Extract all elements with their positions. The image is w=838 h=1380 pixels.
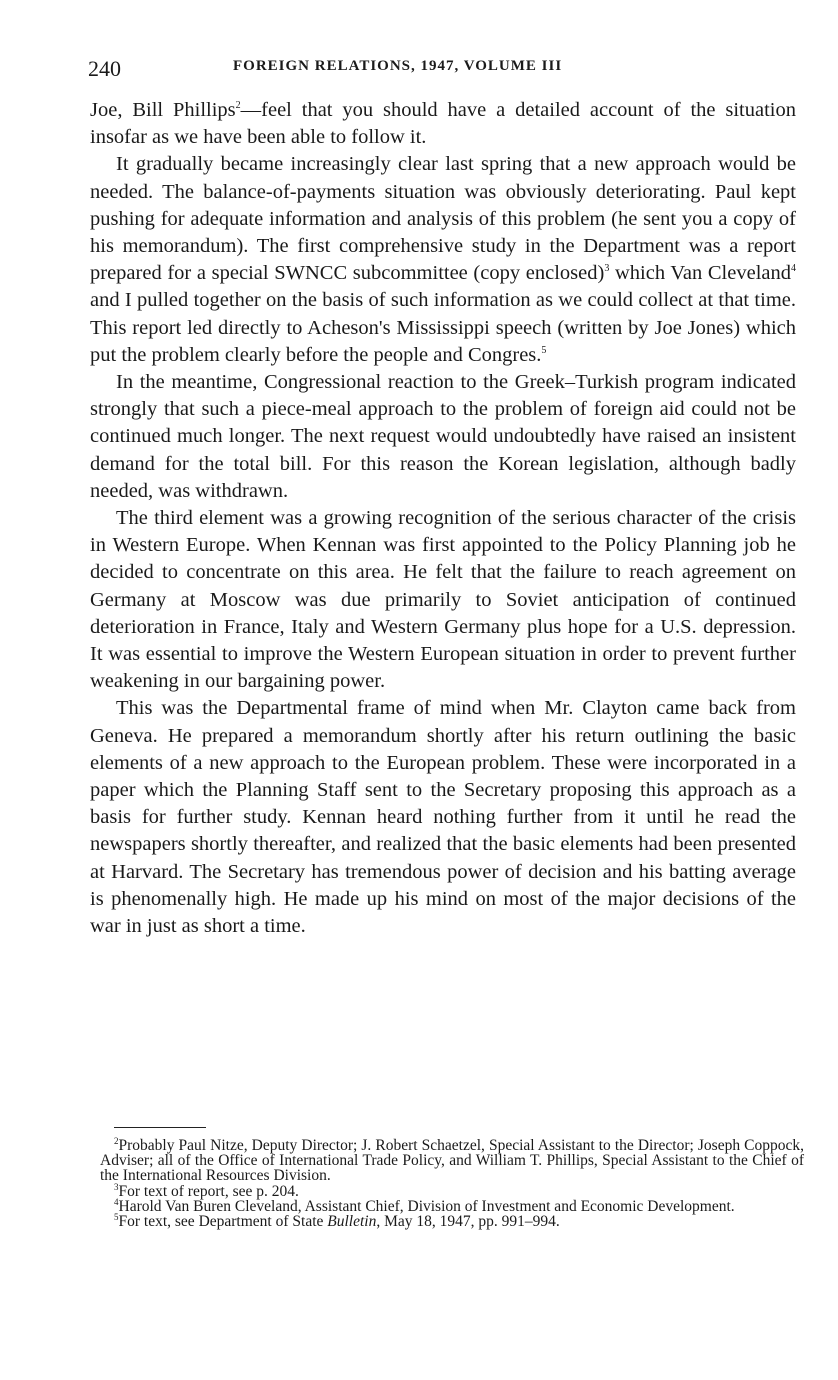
footnote-4 [100, 1196, 804, 1215]
paragraph-2-text-c: and I pulled together on the basis of such information as we could collect at that time. This report led directly to Acheson's Mississippi speech (written by Joe Jones) which put the problem clearly before the people and Congres. [90, 289, 796, 366]
footnote-divider [114, 1127, 206, 1128]
paragraph-1-text-b: —feel that you should have a detailed account of the situation insofar as we have been able to follow it. [90, 99, 796, 149]
paragraph-1 [90, 97, 796, 151]
footnote-marker: 5 [114, 1211, 119, 1222]
footnote-text: Harold Van Buren Cleveland, Assistant Chief, Division of Investment and Economic Development. [118, 1197, 735, 1215]
footnote-3 [100, 1181, 804, 1200]
footnote-ref-2: 2 [235, 100, 241, 112]
paragraph-1-text-a: Joe, Bill Phillips [90, 99, 236, 121]
paragraph-3: In the meantime, Congressional reaction to the Greek–Turkish program indicated strongly that such a piece-meal approach to the problem of foreign aid could not be continued much longer. The next request would undoubtedly have raised an insistent demand for the total bill. For this reason the Korean legislation, although badly needed, was withdrawn. [90, 371, 796, 502]
footnote-ref-4: 4 [791, 263, 796, 275]
page-number: 240 [88, 56, 121, 81]
footnote-5 [100, 1211, 804, 1231]
footnote-marker: 3 [114, 1181, 119, 1192]
paragraph-2 [90, 151, 796, 369]
body-text [90, 97, 796, 940]
paragraph-2-text-a: It gradually became increasingly clear last spring that a new approach would be needed. The balance-of-payments situation was obviously deteriorating. Paul kept pushing for adequate information and analysis of this problem (he sent you a copy of his memorandum). The first comprehensive study in the Department was a report prepared for a special SWNCC subcommittee (copy enclosed) [90, 153, 796, 285]
paragraph-4: The third element was a growing recognition of the serious character of the crisis in Western Europe. When Kennan was first appointed to the Policy Planning job he decided to concentrate on this area. He felt that the failure to reach agreement on Germany at Moscow was due primarily to Soviet anticipation of continued deterioration in France, Italy and Western Germany plus hope for a U.S. depression. It was essential to improve the Western European situation in order to prevent further weakening in our bargaining power. [90, 507, 796, 693]
running-head: FOREIGN RELATIONS, 1947, VOLUME III [233, 58, 563, 74]
footnote-text-before: For text, see Department of State [118, 1213, 328, 1231]
footnote-2 [100, 1135, 804, 1185]
footnote-text-after: , May 18, 1947, pp. 991–994. [376, 1213, 560, 1231]
footnote-ref-3: 3 [604, 263, 610, 275]
paragraph-2-text-b: which Van Cleveland [609, 262, 791, 285]
footnote-text: Probably Paul Nitze, Deputy Director; J. Robert Schaetzel, Special Assistant to the Director; Joseph Coppock, Adviser; all of the Office of International Trade Policy, and William T. Phillips, Special Assistant to the Chief of the International Resources Division. [100, 1137, 804, 1185]
page-header [88, 56, 798, 86]
footnotes [100, 1135, 804, 1231]
paragraph-5: This was the Departmental frame of mind when Mr. Clayton came back from Geneva. He prepared a memorandum shortly after his return outlining the basic elements of a new approach to the European problem. These were incorporated in a paper which the Planning Staff sent to the Secretary proposing this approach as a basis for further study. Kennan heard nothing further from it until he read the newspapers shortly thereafter, and realized that the basic elements had been presented at Harvard. The Secretary has tremendous power of decision and his batting average is phenomenally high. He made up his mind on most of the major decisions of the war in just as short a time. [90, 697, 796, 938]
footnote-marker: 4 [114, 1196, 119, 1207]
footnote-text: For text of report, see p. 204. [118, 1182, 299, 1200]
footnote-italic-title: Bulletin [327, 1213, 377, 1231]
footnote-marker: 2 [114, 1135, 119, 1146]
footnote-ref-5: 5 [541, 345, 547, 356]
